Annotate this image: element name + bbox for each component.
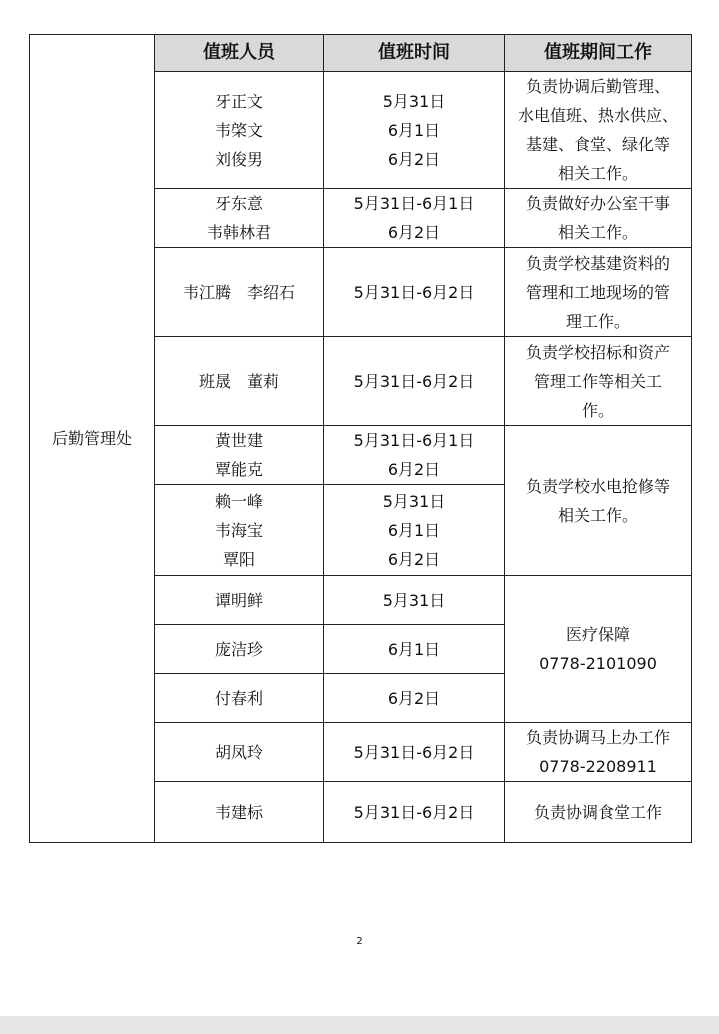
time-cell: 5月31日-6月1日 6月2日 — [324, 189, 505, 248]
work-cell: 负责协调马上办工作 0778-2208911 — [505, 723, 692, 782]
time-cell: 6月2日 — [324, 674, 505, 723]
time-cell: 5月31日-6月2日 — [324, 337, 505, 426]
work-cell: 负责做好办公室干事 相关工作。 — [505, 189, 692, 248]
names-cell: 胡凤玲 — [155, 723, 324, 782]
time-cell: 5月31日 — [324, 576, 505, 625]
names-cell: 牙东意 韦韩林君 — [155, 189, 324, 248]
time-cell: 5月31日 6月1日 6月2日 — [324, 72, 505, 189]
names-cell: 黄世建 覃能克 — [155, 426, 324, 485]
work-cell-medical: 医疗保障 0778-2101090 — [505, 576, 692, 723]
header-time: 值班时间 — [324, 35, 505, 72]
header-work: 值班期间工作 — [505, 35, 692, 72]
names-cell: 韦建标 — [155, 782, 324, 843]
names-cell: 庞洁珍 — [155, 625, 324, 674]
names-cell: 谭明鲜 — [155, 576, 324, 625]
names-cell: 班晟 董莉 — [155, 337, 324, 426]
names-cell: 韦江腾 李绍石 — [155, 248, 324, 337]
header-names: 值班人员 — [155, 35, 324, 72]
work-cell-repair: 负责学校水电抢修等 相关工作。 — [505, 426, 692, 576]
time-cell: 5月31日-6月2日 — [324, 723, 505, 782]
work-cell: 负责学校基建资料的 管理和工地现场的管 理工作。 — [505, 248, 692, 337]
work-cell: 负责协调食堂工作 — [505, 782, 692, 843]
time-cell: 5月31日 6月1日 6月2日 — [324, 485, 505, 576]
work-cell: 负责学校招标和资产 管理工作等相关工 作。 — [505, 337, 692, 426]
work-cell: 负责协调后勤管理、 水电值班、热水供应、 基建、食堂、绿化等 相关工作。 — [505, 72, 692, 189]
names-cell: 牙正文 韦棨文 刘俊男 — [155, 72, 324, 189]
time-cell: 5月31日-6月2日 — [324, 782, 505, 843]
header-row — [30, 35, 692, 72]
duty-table — [29, 34, 692, 843]
time-cell: 6月1日 — [324, 625, 505, 674]
department-cell: 后勤管理处 — [30, 35, 155, 843]
time-cell: 5月31日-6月1日 6月2日 — [324, 426, 505, 485]
names-cell: 赖一峰 韦海宝 覃阳 — [155, 485, 324, 576]
time-cell: 5月31日-6月2日 — [324, 248, 505, 337]
bottom-bar — [0, 1016, 719, 1034]
page-number: 2 — [356, 936, 363, 947]
names-cell: 付春利 — [155, 674, 324, 723]
